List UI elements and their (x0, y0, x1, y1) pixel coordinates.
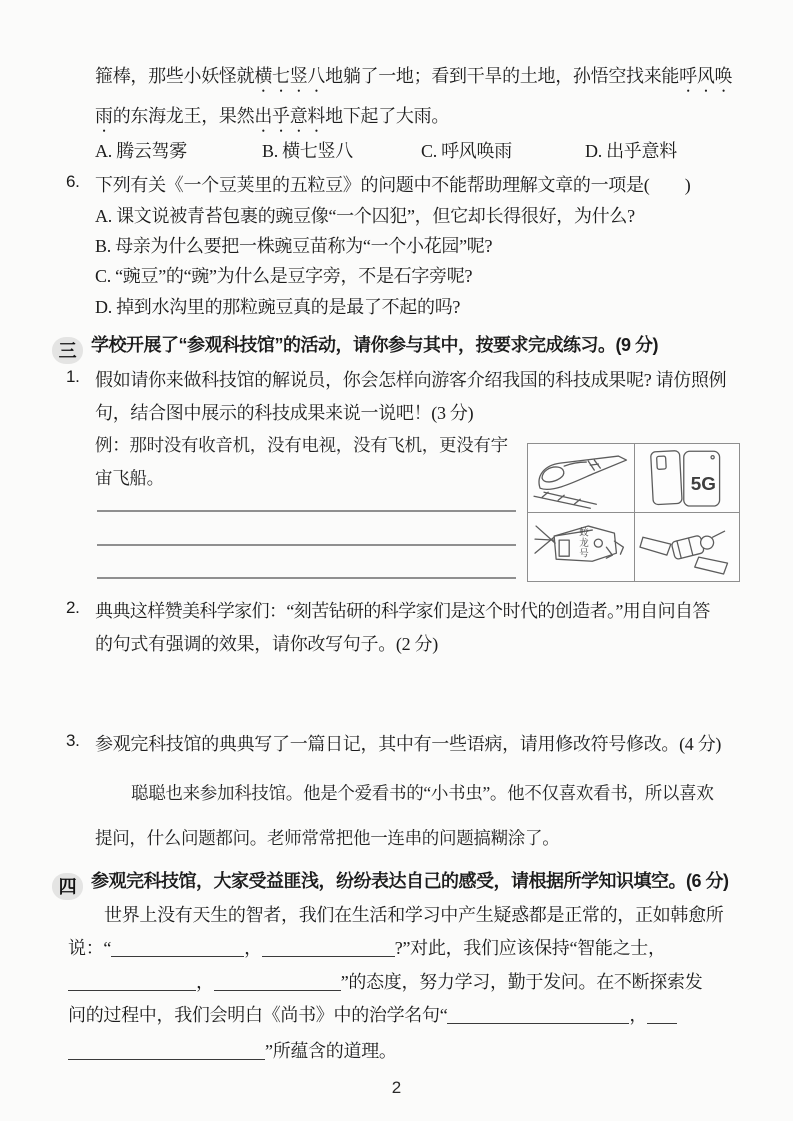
s4-text: 说：“ (68, 938, 112, 958)
q5-text: 箍棒，那些小妖怪就 (95, 66, 255, 86)
section-4-title: 参观完科技馆，大家受益匪浅，纷纷表达自己的感受，请根据所学知识填空。(6 分) (91, 871, 729, 891)
fill-blank-6-end[interactable] (68, 1045, 265, 1060)
q2-text-line1: 典典这样赞美科学家们：“刻苦钻研的科学家们是这个时代的创造者。”用自问自答 (95, 601, 710, 621)
q3-number: 3. (66, 731, 80, 750)
q1-answer-line-3[interactable] (97, 577, 516, 579)
page-number: 2 (391, 1078, 402, 1097)
s4-paragraph-line3 (68, 968, 702, 994)
q5-text: 地躺了一地；看到干旱的土地，孙悟空找来能 (325, 66, 680, 86)
q5-emphasized-word: 雨 (95, 106, 113, 126)
s4-text: ?”对此，我们应该保持“智能之士， (394, 938, 666, 958)
phone-5g-label: 5G (690, 474, 716, 496)
q5-text: 的东海龙王，果然 (112, 106, 255, 126)
q6-choice-c[interactable]: C. “豌豆”的“豌”为什么是豆字旁，不是石字旁呢? (95, 266, 473, 286)
q1-answer-line-1[interactable] (97, 510, 516, 512)
q3-diary-line1[interactable]: 聪聪也来参加科技馆。他是个爱看书的“小书虫”。他不仅喜欢看书，所以喜欢 (131, 783, 714, 803)
s4-text: ， (244, 938, 262, 958)
fill-blank-2[interactable] (262, 942, 395, 957)
smartphone-5g-icon (635, 444, 740, 512)
q3-diary-line2[interactable]: 提问，什么问题都问。老师常常把他一连串的问题搞糊涂了。 (95, 828, 560, 848)
section-3-title: 学校开展了“参观科技馆”的活动，请你参与其中，按要求完成练习。(9 分) (91, 335, 658, 355)
fill-blank-5[interactable] (447, 1009, 629, 1024)
q1-example-line1: 例：那时没有收音机，没有电视，没有飞机，更没有宇 (95, 435, 508, 455)
q1-answer-line-2[interactable] (97, 544, 516, 546)
satellite-illustration (634, 512, 740, 581)
q5-emphasized-word: 横七竖八 (254, 66, 326, 86)
s4-text: ”所蕴含的道理。 (265, 1041, 397, 1061)
s4-paragraph-line5 (68, 1037, 397, 1063)
q1-number: 1. (66, 367, 80, 386)
train-icon (528, 444, 634, 512)
s4-paragraph-line1: 世界上没有天生的智者，我们在生活和学习中产生疑惑都是正常的，正如韩愈所 (104, 905, 724, 925)
q5-option-c[interactable]: C. 呼风唤雨 (421, 141, 512, 161)
s4-paragraph-line2 (68, 934, 666, 960)
q5-option-d[interactable]: D. 出乎意料 (585, 141, 677, 161)
submersible-name-label: 蛟龙号 (577, 527, 587, 559)
section-4-badge: 四 (52, 873, 83, 900)
s4-paragraph-line4 (68, 1001, 677, 1027)
5g-phone-illustration (634, 444, 740, 512)
q5-passage-line1 (95, 62, 732, 96)
q6-number: 6. (66, 172, 80, 191)
fill-blank-1[interactable] (111, 942, 244, 957)
section-3-header (52, 331, 658, 364)
q5-passage-line2 (95, 102, 449, 136)
s4-text: ， (629, 1005, 648, 1025)
fill-blank-3[interactable] (68, 976, 196, 991)
q5-emphasized-word: 呼风唤 (679, 66, 733, 86)
s4-text: 问的过程中，我们会明白《尚书》中的治学名句“ (68, 1005, 448, 1025)
s4-text: ”的态度，努力学习，勤于发问。在不断探索发 (340, 972, 703, 992)
section-4-header (52, 867, 729, 900)
jiaolong-submersible-illustration (528, 512, 634, 581)
satellite-icon (635, 513, 740, 581)
q1-example-line2: 宙飞船。 (95, 468, 164, 488)
q5-option-b[interactable]: B. 横七竖八 (262, 141, 353, 161)
q1-text-line1: 假如请你来做科技馆的解说员，你会怎样向游客介绍我国的科技成果呢? 请仿照例 (95, 370, 727, 390)
high-speed-train-illustration (528, 444, 634, 512)
fill-blank-6-start[interactable] (647, 1009, 677, 1024)
q2-number: 2. (66, 598, 80, 617)
q6-stem: 下列有关《一个豆荚里的五粒豆》的问题中不能帮助理解文章的一项是( ) (95, 175, 691, 195)
section-3-badge: 三 (52, 337, 83, 364)
q6-choice-b[interactable]: B. 母亲为什么要把一株豌豆苗称为“一个小花园”呢? (95, 236, 493, 256)
q5-text: 地下起了大雨。 (325, 106, 450, 126)
q5-option-a[interactable]: A. 腾云驾雾 (95, 141, 187, 161)
tech-achievements-figure (527, 443, 740, 582)
q6-choice-d[interactable]: D. 掉到水沟里的那粒豌豆真的是最了不起的吗? (95, 297, 461, 317)
q6-choice-a[interactable]: A. 课文说被青苔包裹的豌豆像“一个囚犯”，但它却长得很好，为什么? (95, 206, 635, 226)
q5-emphasized-word: 出乎意料 (254, 106, 326, 126)
q2-text-line2: 的句式有强调的效果，请你改写句子。(2 分) (95, 634, 438, 654)
fill-blank-4[interactable] (214, 976, 341, 991)
q3-text: 参观完科技馆的典典写了一篇日记，其中有一些语病，请用修改符号修改。(4 分) (95, 734, 722, 754)
s4-text: ， (196, 972, 214, 992)
q1-text-line2: 句，结合图中展示的科技成果来说一说吧！(3 分) (95, 403, 474, 423)
